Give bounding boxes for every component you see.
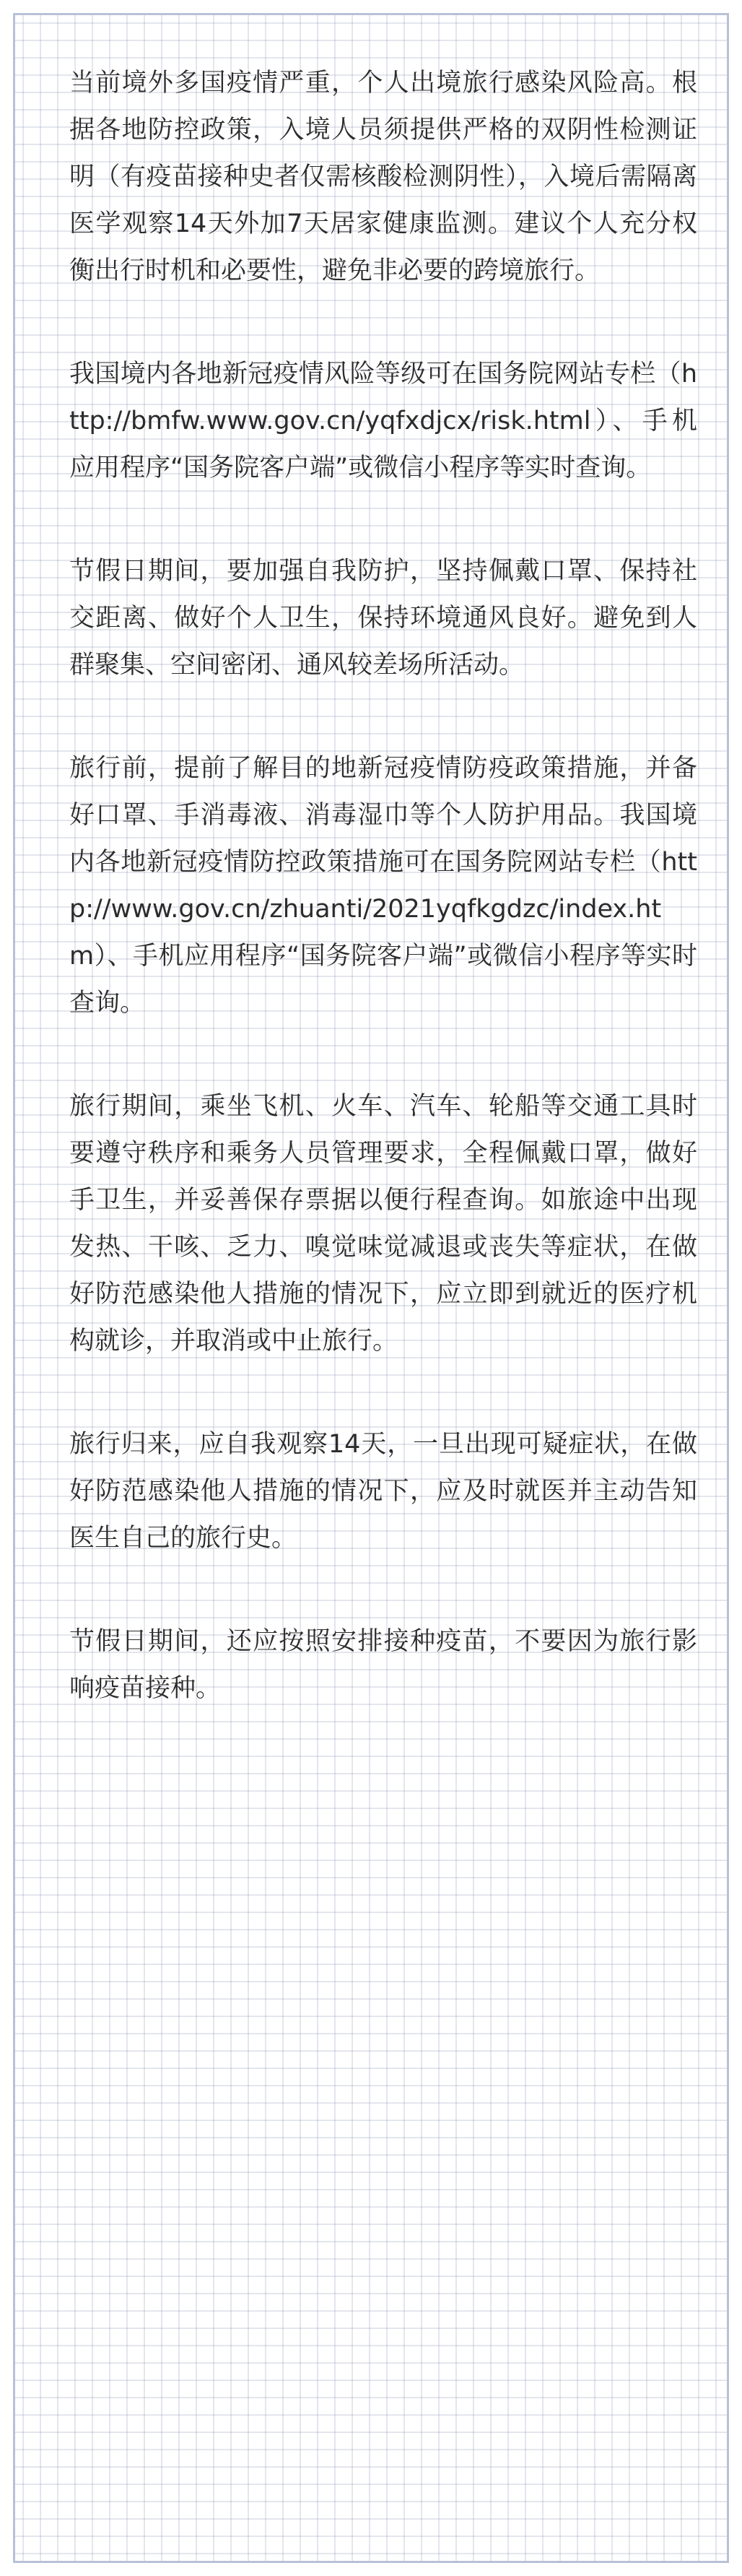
paragraph-holiday-protection: 节假日期间，要加强自我防护，坚持佩戴口罩、保持社交距离、做好个人卫生，保持环境通风良好。避免到人群聚集、空间密闭、通风较差场所活动。 bbox=[69, 557, 697, 680]
paragraph-risk-level-query: 我国境内各地新冠疫情风险等级可在国务院网站专栏（http://bmfw.www.gov.cn/yqfxdjcx/risk.html）、手机应用程序“国务院客户端”或微信小程序等实时查询。 bbox=[69, 360, 697, 482]
paragraph-after-travel: 旅行归来，应自我观察14天，一旦出现可疑症状，在做好防范感染他人措施的情况下，应及时就医并主动告知医生自己的旅行史。 bbox=[69, 1430, 697, 1553]
paragraph-during-travel: 旅行期间，乘坐飞机、火车、汽车、轮船等交通工具时要遵守秩序和乘务人员管理要求，全程佩戴口罩，做好手卫生，并妥善保存票据以便行程查询。如旅途中出现发热、干咳、乏力、嗅觉味觉减退或丧失等症状，在做好防范感染他人措施的情况下，应立即到就近的医疗机构就诊，并取消或中止旅行。 bbox=[69, 1092, 697, 1356]
content-frame bbox=[13, 13, 729, 2563]
paragraph-outbound-travel-advice: 当前境外多国疫情严重，个人出境旅行感染风险高。根据各地防控政策，入境人员须提供严格的双阴性检测证明（有疫苗接种史者仅需核酸检测阴性），入境后需隔离医学观察14天外加7天居家健康监测。建议个人充分权衡出行时机和必要性，避免非必要的跨境旅行。 bbox=[69, 69, 697, 285]
paragraph-vaccination: 节假日期间，还应按照安排接种疫苗，不要因为旅行影响疫苗接种。 bbox=[69, 1627, 697, 1703]
article-body bbox=[69, 60, 697, 1712]
paragraph-before-travel: 旅行前，提前了解目的地新冠疫情防疫政策措施，并备好口罩、手消毒液、消毒湿巾等个人防护用品。我国境内各地新冠疫情防控政策措施可在国务院网站专栏（http://www.gov.cn/zhuanti/2021yqfkgdzc/index.htm）、手机应用程序“国务院客户端”或微信小程序等实时查询。 bbox=[69, 754, 697, 1018]
